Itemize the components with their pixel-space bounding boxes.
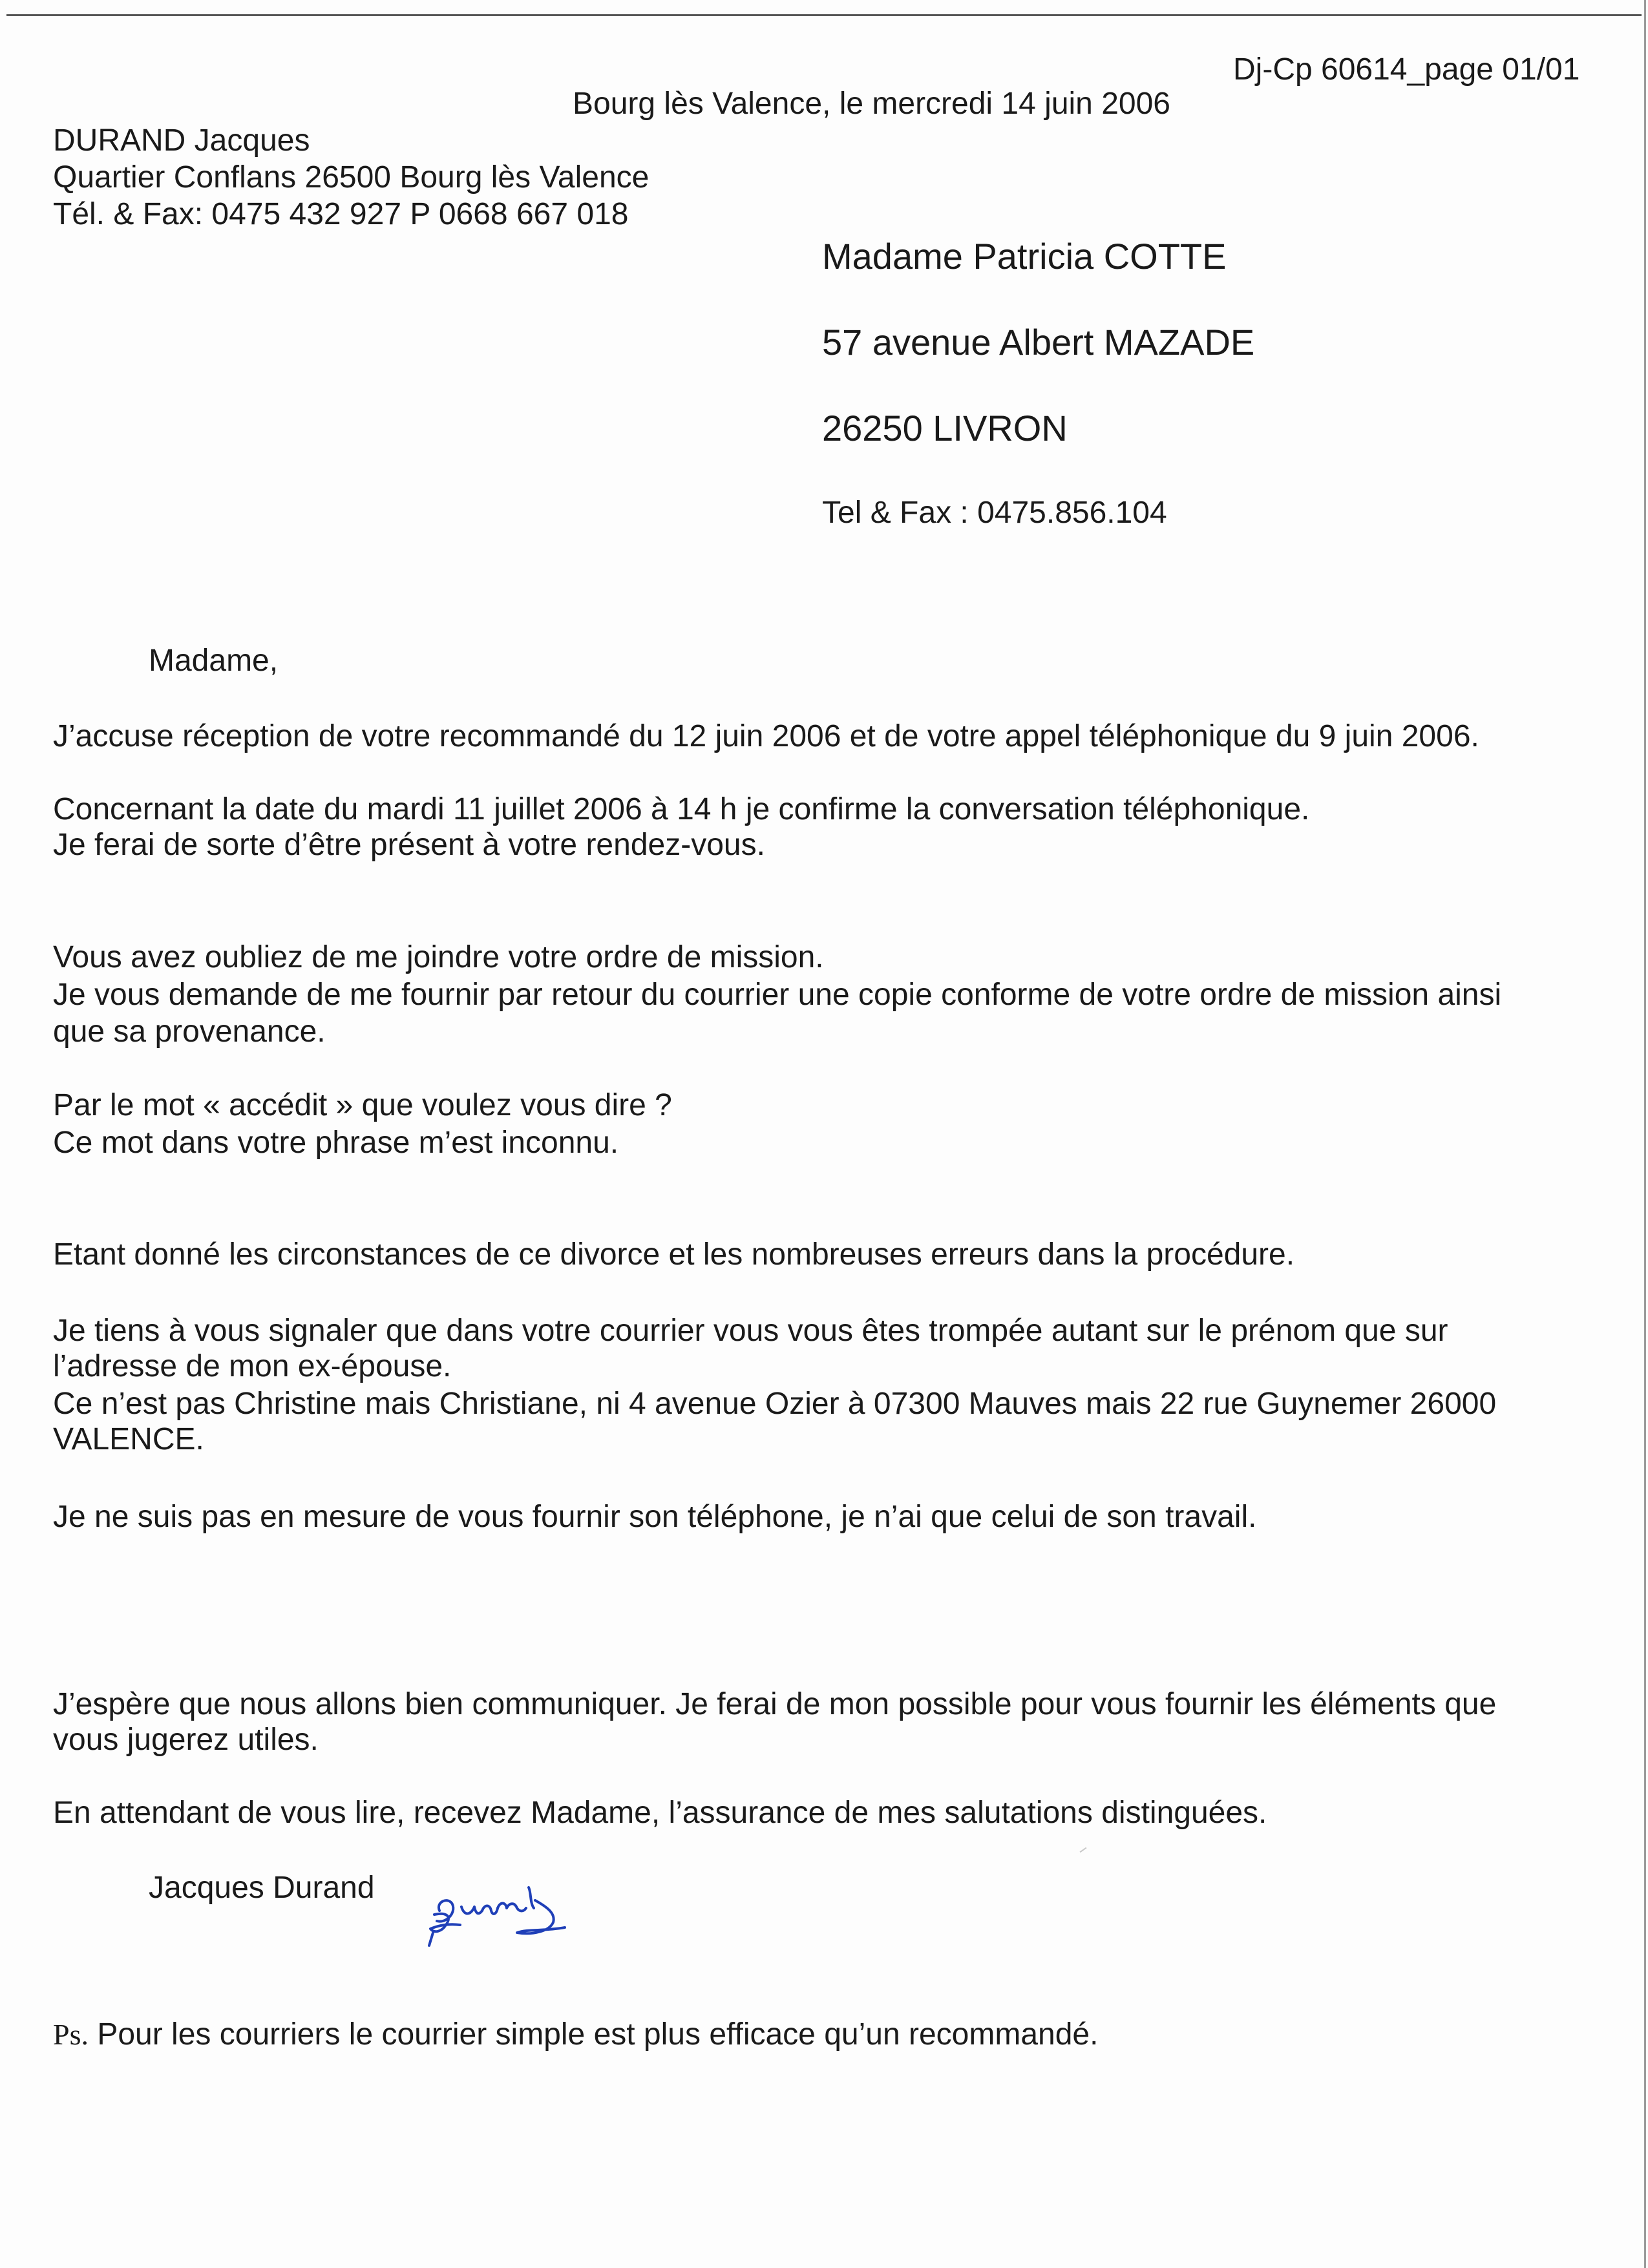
paragraph-line: Concernant la date du mardi 11 juillet 2006 à 14 h je confirme la conversation téléphonique. [53, 792, 1310, 826]
sender-phone: Tél. & Fax: 0475 432 927 P 0668 667 018 [53, 197, 629, 231]
place-date: Bourg lès Valence, le mercredi 14 juin 2006 [573, 87, 1170, 121]
recipient-phone: Tel & Fax : 0475.856.104 [822, 496, 1167, 530]
paragraph-line: Par le mot « accédit » que voulez vous dire ? [53, 1088, 672, 1122]
paragraph-line: Ce mot dans votre phrase m’est inconnu. [53, 1126, 619, 1160]
signature-name: Jacques Durand [149, 1871, 375, 1905]
paragraph-line: Ce n’est pas Christine mais Christiane, ni 4 avenue Ozier à 07300 Mauves mais 22 rue Guynemer 26000 [53, 1387, 1497, 1421]
recipient-city: 26250 LIVRON [822, 408, 1068, 448]
paragraph-line: J’espère que nous allons bien communiquer. Je ferai de mon possible pour vous fournir les éléments que [53, 1687, 1497, 1721]
paragraph-line: Je ne suis pas en mesure de vous fournir son téléphone, je n’ai que celui de son travail. [53, 1500, 1257, 1534]
paper-speck [1080, 1847, 1087, 1853]
paragraph-line: vous jugerez utiles. [53, 1723, 319, 1757]
postscript-prefix: Ps. [53, 2018, 89, 2051]
paragraph-line: Je vous demande de me fournir par retour du courrier une copie conforme de votre ordre de mission ainsi [53, 978, 1502, 1012]
paragraph-line: J’accuse réception de votre recommandé du 12 juin 2006 et de votre appel téléphonique du 9 juin 2006. [53, 719, 1479, 753]
paragraph-line: Vous avez oubliez de me joindre votre ordre de mission. [53, 940, 824, 974]
paragraph-line: Je tiens à vous signaler que dans votre courrier vous vous êtes trompée autant sur le prénom que sur [53, 1314, 1448, 1348]
page-edge [1644, 0, 1646, 2268]
sender-name: DURAND Jacques [53, 123, 310, 158]
paragraph-line: VALENCE. [53, 1422, 204, 1456]
document-reference: Dj-Cp 60614_page 01/01 [1233, 52, 1580, 87]
paragraph-line: En attendant de vous lire, recevez Madame, l’assurance de mes salutations distinguées. [53, 1796, 1267, 1830]
postscript-text: Pour les courriers le courrier simple est plus efficace qu’un recommandé. [97, 2017, 1099, 2052]
paragraph-line: Etant donné les circonstances de ce divorce et les nombreuses erreurs dans la procédure. [53, 1237, 1295, 1272]
top-border-line [6, 14, 1642, 16]
handwritten-signature [420, 1871, 614, 1951]
paragraph-line: que sa provenance. [53, 1014, 326, 1049]
recipient-street: 57 avenue Albert MAZADE [822, 322, 1255, 362]
recipient-name: Madame Patricia COTTE [822, 236, 1227, 277]
sender-address: Quartier Conflans 26500 Bourg lès Valence [53, 160, 650, 194]
paragraph-line: Je ferai de sorte d’être présent à votre rendez-vous. [53, 828, 765, 862]
postscript [53, 2017, 1098, 2053]
salutation: Madame, [149, 644, 279, 678]
paragraph-line: l’adresse de mon ex-épouse. [53, 1349, 452, 1383]
